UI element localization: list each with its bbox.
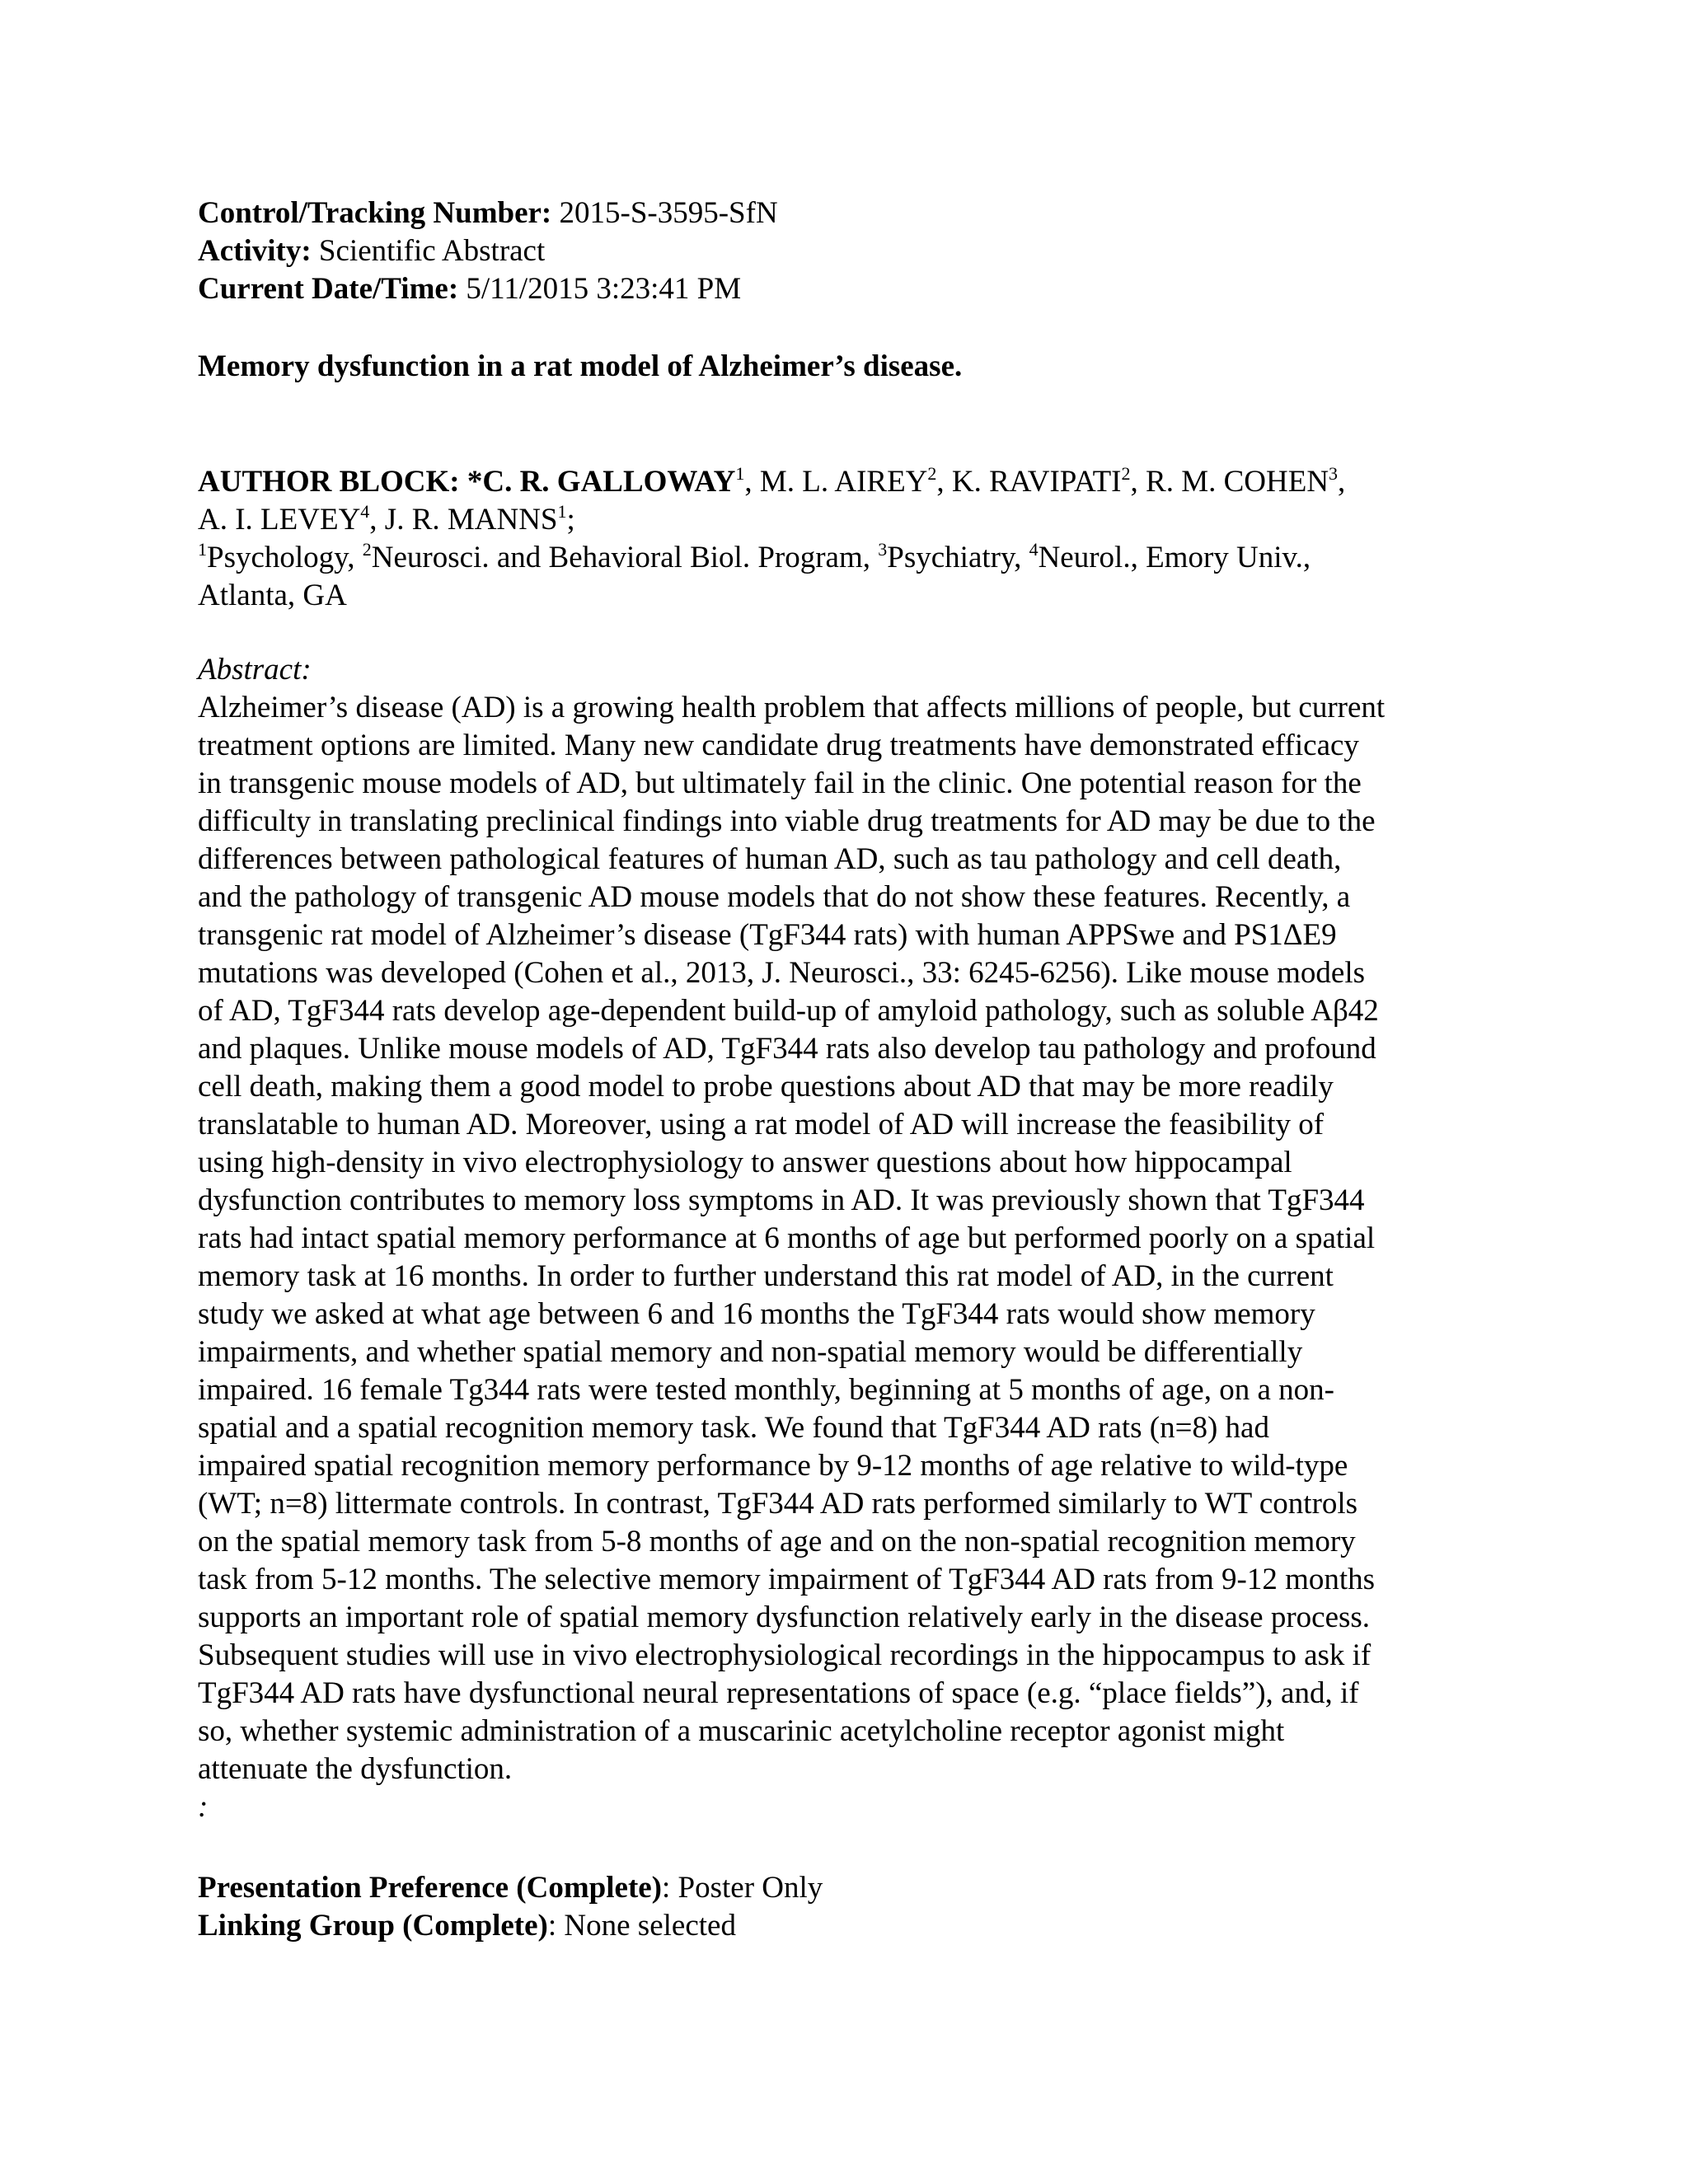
- author-superscript: 3: [1329, 463, 1339, 484]
- abstract-line: using high-density in vivo electrophysiology to answer questions about how hippocampal: [198, 1146, 1292, 1179]
- abstract-line: and the pathology of transgenic AD mouse models that do not show these features. Recently, a: [198, 880, 1351, 914]
- document-page: [198, 194, 1484, 1945]
- abstract-trailing-mark: :: [198, 1790, 209, 1824]
- author-block: AUTHOR BLOCK: *C. R. GALLOWAY$^1$, M. L. AIREY$^2$, K. RAVIPATI$^2$, R. M. COHEN$^3$, A. I. LEVEY$^4$, J. R. MANNS$^1$;: [198, 463, 1346, 537]
- author-name: M. L. AIREY: [759, 465, 928, 499]
- linking-group-label: Linking Group (Complete): [198, 1909, 548, 1943]
- abstract-line: impaired. 16 female Tg344 rats were tested monthly, beginning at 5 months of age, on a non-: [198, 1373, 1334, 1407]
- abstract-line: on the spatial memory task from 5-8 months of age and on the non-spatial recognition memory: [198, 1525, 1356, 1558]
- affiliation: Psychiatry,: [887, 541, 1022, 574]
- presentation-preference-value: Poster Only: [678, 1871, 823, 1905]
- abstract-line: attenuate the dysfunction.: [198, 1752, 513, 1786]
- author-superscript: 1: [735, 463, 745, 484]
- abstract-line: task from 5-12 months. The selective memory impairment of TgF344 AD rats from 9-12 months: [198, 1563, 1376, 1596]
- abstract-line: difficulty in translating preclinical findings into viable drug treatments for AD may be due to the: [198, 804, 1376, 838]
- abstract-line: cell death, making them a good model to probe questions about AD that may be more readily: [198, 1070, 1334, 1104]
- linking-group-row: Linking Group (Complete): None selected: [198, 1909, 736, 1943]
- abstract-line: TgF344 AD rats have dysfunctional neural representations of space (e.g. “place fields”), and, if: [198, 1676, 1359, 1710]
- author-name: A. I. LEVEY: [198, 503, 361, 537]
- abstract-line: rats had intact spatial memory performance at 6 months of age but performed poorly on a spatial: [198, 1221, 1376, 1255]
- author-block-label: AUTHOR BLOCK:: [198, 465, 460, 499]
- affiliations: [198, 539, 1484, 615]
- abstract-line: translatable to human AD. Moreover, using a rat model of AD will increase the feasibility of: [198, 1108, 1325, 1141]
- presentation-preference-row: Presentation Preference (Complete): Poster Only: [198, 1871, 823, 1905]
- abstract-line: study we asked at what age between 6 and 16 months the TgF344 rats would show memory: [198, 1297, 1315, 1331]
- affiliation-superscript: 3: [878, 539, 888, 560]
- affiliation-location: Atlanta, GA: [198, 579, 347, 612]
- abstract-line: memory task at 16 months. In order to further understand this rat model of AD, in the current: [198, 1259, 1334, 1293]
- datetime-value: 5/11/2015 3:23:41 PM: [466, 272, 742, 306]
- activity-label: Activity:: [198, 234, 312, 268]
- affiliation: Neurosci. and Behavioral Biol. Program,: [371, 541, 871, 574]
- author-superscript: 2: [1121, 463, 1131, 484]
- abstract-line: (WT; n=8) littermate controls. In contrast, TgF344 AD rats performed similarly to WT controls: [198, 1487, 1358, 1521]
- abstract-line: treatment options are limited. Many new candidate drug treatments have demonstrated efficacy: [198, 729, 1359, 762]
- abstract-line: impairments, and whether spatial memory and non-spatial memory would be differentially: [198, 1335, 1303, 1369]
- abstract-line: of AD, TgF344 rats develop age-dependent build-up of amyloid pathology, such as soluble Aβ42: [198, 994, 1379, 1028]
- author-superscript: 1: [557, 501, 567, 522]
- linking-group-value: None selected: [564, 1909, 736, 1943]
- control-number-label: Control/Tracking Number:: [198, 196, 552, 230]
- control-number-row: [198, 194, 1484, 232]
- affiliation-superscript: 4: [1029, 539, 1039, 560]
- affiliation-superscript: 2: [362, 539, 372, 560]
- author-name: *C. R. GALLOWAY: [467, 465, 736, 499]
- abstract-line: differences between pathological features of human AD, such as tau pathology and cell death,: [198, 842, 1342, 876]
- affiliation-superscript: 1: [198, 539, 207, 560]
- activity-value: Scientific Abstract: [318, 234, 546, 268]
- activity-row: [198, 232, 1484, 270]
- affiliation: Psychology,: [207, 541, 355, 574]
- abstract-line: Subsequent studies will use in vivo electrophysiological recordings in the hippocampus to ask if: [198, 1638, 1372, 1672]
- abstract-line: transgenic rat model of Alzheimer’s disease (TgF344 rats) with human APPSwe and PS1ΔE9: [198, 918, 1337, 952]
- abstract-line: and plaques. Unlike mouse models of AD, TgF344 rats also develop tau pathology and profound: [198, 1032, 1376, 1066]
- abstract-line: dysfunction contributes to memory loss symptoms in AD. It was previously shown that TgF344: [198, 1183, 1365, 1217]
- abstract-title: Memory dysfunction in a rat model of Alzheimer’s disease.: [198, 349, 963, 383]
- presentation-preference-label: Presentation Preference (Complete): [198, 1871, 663, 1905]
- abstract-body: [198, 689, 1484, 1788]
- datetime-label: Current Date/Time:: [198, 272, 459, 306]
- affiliation: Neurol., Emory Univ.,: [1038, 541, 1311, 574]
- author-name: J. R. MANNS: [384, 503, 558, 537]
- datetime-row: [198, 270, 1484, 308]
- author-superscript: 4: [360, 501, 370, 522]
- abstract-line: mutations was developed (Cohen et al., 2013, J. Neurosci., 33: 6245-6256). Like mouse models: [198, 956, 1366, 990]
- abstract-line: spatial and a spatial recognition memory task. We found that TgF344 AD rats (n=8) had: [198, 1411, 1269, 1445]
- abstract-label: Abstract:: [198, 653, 312, 687]
- abstract-line: so, whether systemic administration of a muscarinic acetylcholine receptor agonist might: [198, 1714, 1285, 1748]
- abstract-line: supports an important role of spatial memory dysfunction relatively early in the disease process.: [198, 1601, 1371, 1634]
- abstract-line: Alzheimer’s disease (AD) is a growing health problem that affects millions of people, but current: [198, 691, 1386, 724]
- author-superscript: 2: [927, 463, 937, 484]
- control-number-value: 2015-S-3595-SfN: [559, 196, 778, 230]
- abstract-line: impaired spatial recognition memory performance by 9-12 months of age relative to wild-type: [198, 1449, 1348, 1483]
- abstract-line: in transgenic mouse models of AD, but ultimately fail in the clinic. One potential reason for the: [198, 766, 1362, 800]
- author-name: K. RAVIPATI: [951, 465, 1122, 499]
- author-name: R. M. COHEN: [1146, 465, 1329, 499]
